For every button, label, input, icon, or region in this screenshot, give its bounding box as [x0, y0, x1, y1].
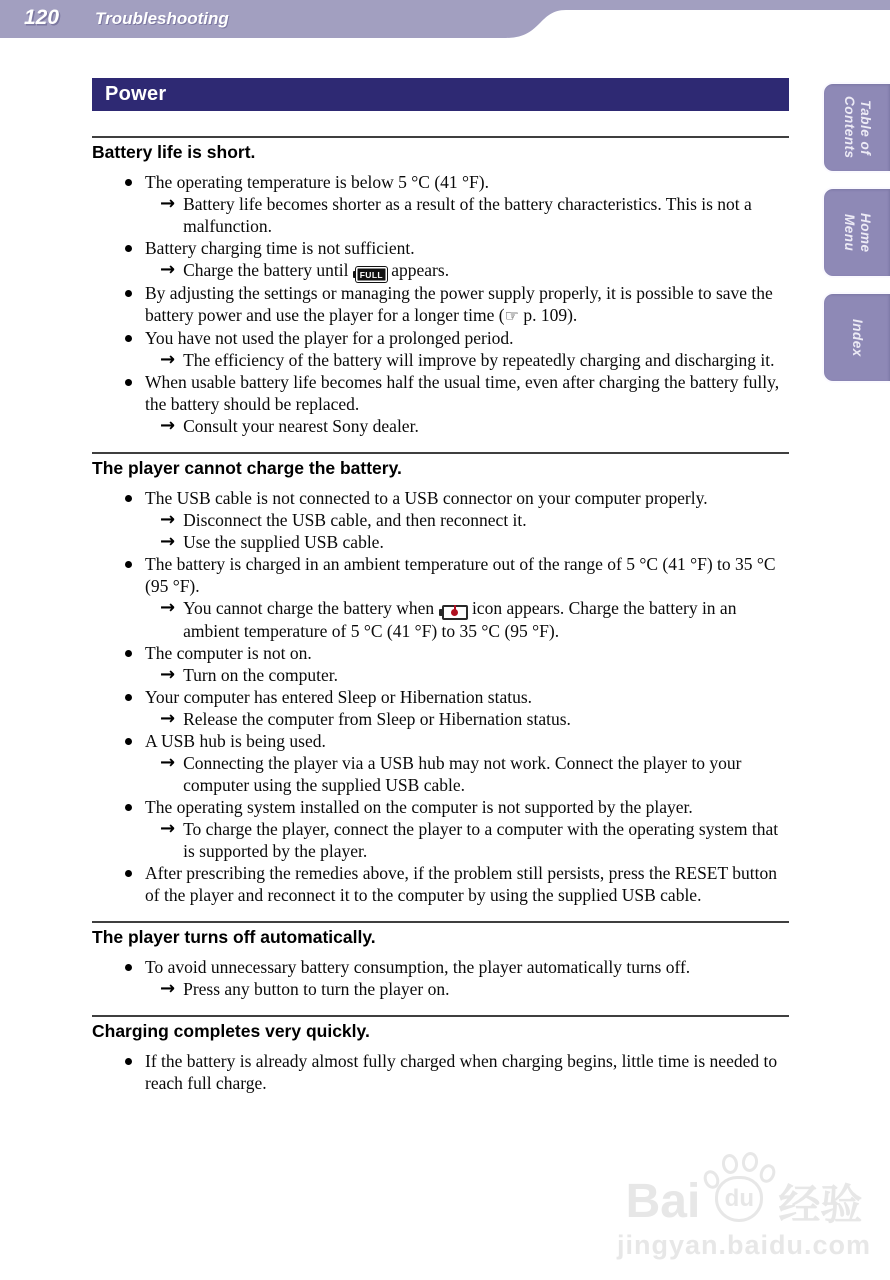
- divider: [92, 452, 789, 454]
- section-title-bar: [92, 78, 789, 111]
- arrow-icon: →: [160, 259, 176, 280]
- arrow-icon: →: [160, 193, 176, 214]
- cause-text: A USB hub is being used.: [145, 731, 326, 751]
- cause-item: [92, 862, 789, 906]
- cause-item: [92, 956, 789, 978]
- cause-item: [92, 730, 789, 752]
- bullet-icon: [125, 179, 132, 186]
- divider: [92, 136, 789, 138]
- cause-text: You have not used the player for a prolonged period.: [145, 328, 514, 348]
- arrow-icon: →: [160, 509, 176, 530]
- arrow-icon: →: [160, 415, 176, 436]
- remedy-text: The efficiency of the battery will improve by repeatedly charging and discharging it.: [183, 350, 775, 370]
- cause-item: [92, 1050, 789, 1094]
- cause-item: [92, 553, 789, 597]
- remedy-item: [160, 664, 789, 686]
- divider: [92, 921, 789, 923]
- cause-item: [92, 282, 789, 327]
- cause-text: The operating system installed on the computer is not supported by the player.: [145, 797, 693, 817]
- divider: [92, 1015, 789, 1017]
- baidu-logo-text-bai: Bai: [625, 1175, 701, 1228]
- arrow-icon: →: [160, 664, 176, 685]
- topic-heading: Battery life is short.: [92, 142, 256, 162]
- bullet-icon: [125, 561, 132, 568]
- arrow-icon: →: [160, 978, 176, 999]
- bullet-icon: [125, 870, 132, 877]
- cause-text: Battery charging time is not sufficient.: [145, 238, 415, 258]
- topic: [92, 136, 789, 437]
- battery-full-icon: FULL: [353, 267, 387, 282]
- remedy-item: [160, 259, 789, 282]
- remedy-item: [160, 818, 789, 862]
- battery-temp-icon: [439, 605, 468, 620]
- cause-text: When usable battery life becomes half the usual time, even after charging the battery fully, the battery should be replaced.: [145, 372, 780, 414]
- cause-text: The computer is not on.: [145, 643, 312, 663]
- remedy-item: [160, 193, 789, 237]
- cause-item: [92, 371, 789, 415]
- topic: [92, 921, 789, 1000]
- hand-icon: ☞: [504, 306, 519, 325]
- bullet-icon: [125, 1058, 132, 1065]
- arrow-icon: →: [160, 752, 176, 773]
- bullet-icon: [125, 290, 132, 297]
- cause-text: If the battery is already almost fully charged when charging begins, little time is needed to reach full charge.: [145, 1051, 778, 1093]
- arrow-icon: →: [160, 708, 176, 729]
- bullet-icon: [125, 335, 132, 342]
- topics: [92, 136, 789, 1109]
- remedy-item: [160, 415, 789, 437]
- cause-item: [92, 686, 789, 708]
- baidu-jingyan-text: 经验: [778, 1181, 863, 1228]
- remedy-text: Turn on the computer.: [183, 665, 338, 685]
- bullet-icon: [125, 964, 132, 971]
- page-number: 120: [24, 6, 60, 29]
- remedy-text: Connecting the player via a USB hub may not work. Connect the player to your computer using the supplied USB cable.: [183, 753, 742, 795]
- tab-index[interactable]: [822, 292, 890, 383]
- remedy-text: Use the supplied USB cable.: [183, 532, 384, 552]
- arrow-icon: →: [160, 349, 176, 370]
- remedy-text: Consult your nearest Sony dealer.: [183, 416, 419, 436]
- cause-item: [92, 237, 789, 259]
- remedy-text: Release the computer from Sleep or Hibernation status.: [183, 709, 571, 729]
- topic-heading: Charging completes very quickly.: [92, 1021, 370, 1041]
- remedy-item: [160, 531, 789, 553]
- remedy-text: To charge the player, connect the player to a computer with the operating system that is supported by the player.: [183, 819, 779, 861]
- baidu-logo-text-du: du: [724, 1185, 754, 1212]
- cause-text: The battery is charged in an ambient temperature out of the range of 5 °C (41 °F) to 35 °C (95 °F).: [145, 554, 776, 596]
- remedy-item: [160, 978, 789, 1000]
- tab-label: Home Menu: [842, 212, 873, 253]
- cause-text: Your computer has entered Sleep or Hibernation status.: [145, 687, 533, 707]
- arrow-icon: →: [160, 531, 176, 552]
- cause-item: [92, 487, 789, 509]
- bullet-icon: [125, 245, 132, 252]
- baidu-paw-icon: [702, 1148, 776, 1226]
- remedy-item: [160, 349, 789, 371]
- remedy-item: [160, 597, 789, 642]
- arrow-icon: →: [160, 818, 176, 839]
- remedy-item: [160, 708, 789, 730]
- chapter-title: Troubleshooting: [95, 9, 229, 28]
- cause-text: After prescribing the remedies above, if the problem still persists, press the RESET button of the player and reconnect it to the computer by using the supplied USB cable.: [145, 863, 777, 905]
- bullet-icon: [125, 650, 132, 657]
- page-header: [0, 0, 890, 40]
- cause-text: By adjusting the settings or managing the power supply properly, it is possible to save the battery power and use the player for a longer time (☞ p. 109).: [145, 283, 773, 325]
- bullet-icon: [125, 738, 132, 745]
- bullet-icon: [125, 495, 132, 502]
- cause-text: The operating temperature is below 5 °C (41 °F).: [145, 172, 489, 192]
- remedy-text: Disconnect the USB cable, and then reconnect it.: [183, 510, 527, 530]
- baidu-logo: [608, 1148, 880, 1226]
- remedy-text: Battery life becomes shorter as a result of the battery characteristics. This is not a malfunction.: [183, 194, 752, 236]
- tab-table-of-contents[interactable]: [822, 82, 890, 173]
- section-title: Power: [105, 83, 167, 105]
- topic-heading: The player turns off automatically.: [92, 927, 376, 947]
- cause-item: [92, 642, 789, 664]
- cause-item: [92, 171, 789, 193]
- cause-text: To avoid unnecessary battery consumption, the player automatically turns off.: [145, 957, 691, 977]
- remedy-item: [160, 509, 789, 531]
- remedy-item: [160, 752, 789, 796]
- baidu-watermark-url: jingyan.baidu.com: [616, 1230, 872, 1260]
- remedy-text: You cannot charge the battery when icon appears. Charge the battery in an ambient temperature of 5 °C (41 °F) to 35 °C (95 °F).: [183, 598, 737, 641]
- bullet-icon: [125, 379, 132, 386]
- remedy-text: Charge the battery until FULL appears.: [183, 260, 450, 280]
- baidu-watermark: [608, 1148, 880, 1261]
- remedy-text: Press any button to turn the player on.: [183, 979, 450, 999]
- cause-item: [92, 796, 789, 818]
- bullet-icon: [125, 694, 132, 701]
- tab-label: Index: [850, 318, 865, 357]
- tab-label: Table of Contents: [842, 96, 873, 159]
- topic: [92, 1015, 789, 1094]
- bullet-icon: [125, 804, 132, 811]
- topic: [92, 452, 789, 906]
- topic-heading: The player cannot charge the battery.: [92, 458, 402, 478]
- cause-item: [92, 327, 789, 349]
- cause-text: The USB cable is not connected to a USB connector on your computer properly.: [145, 488, 708, 508]
- arrow-icon: →: [160, 597, 176, 618]
- tab-home-menu[interactable]: [822, 187, 890, 278]
